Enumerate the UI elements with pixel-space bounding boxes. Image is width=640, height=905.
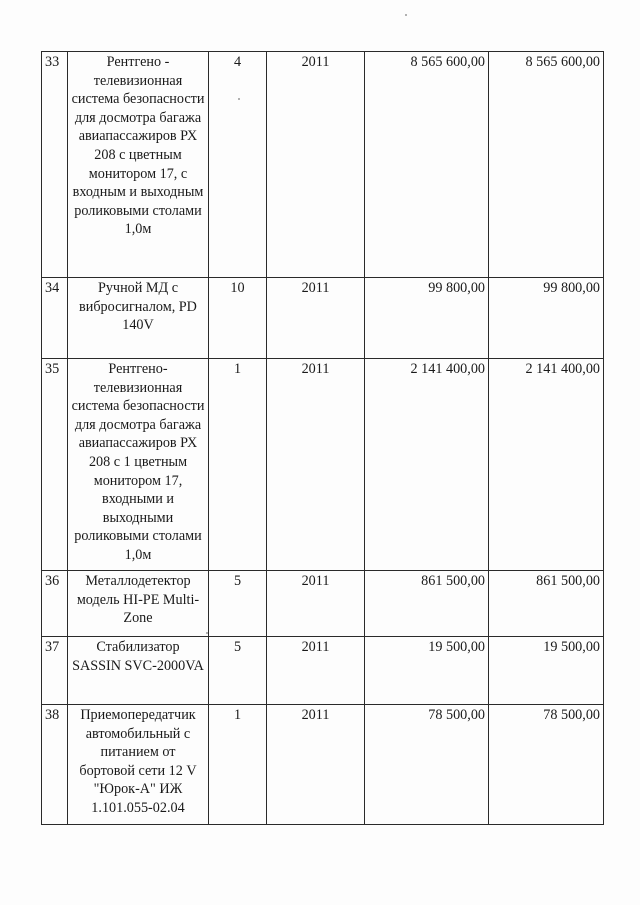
item-name: Рентгено - телевизионная система безопасности для досмотра багажа авиапассажиров РХ 208 с цветным монитором 17, с входным и выходным роликовыми столами 1,0м xyxy=(68,52,209,278)
item-price: 8 565 600,00 xyxy=(365,52,489,278)
table-row xyxy=(42,705,604,825)
table-row xyxy=(42,278,604,359)
item-total: 19 500,00 xyxy=(489,637,604,705)
item-year: 2011 xyxy=(267,278,365,359)
item-year: 2011 xyxy=(267,52,365,278)
item-quantity: 4 xyxy=(209,52,267,278)
item-total: 78 500,00 xyxy=(489,705,604,825)
table-row xyxy=(42,52,604,278)
item-quantity: 5 xyxy=(209,571,267,637)
item-year: 2011 xyxy=(267,359,365,571)
item-year: 2011 xyxy=(267,637,365,705)
item-price: 2 141 400,00 xyxy=(365,359,489,571)
table-row xyxy=(42,571,604,637)
item-price: 861 500,00 xyxy=(365,571,489,637)
item-total: 8 565 600,00 xyxy=(489,52,604,278)
row-number: 33 xyxy=(42,52,68,278)
item-quantity: 1 xyxy=(209,359,267,571)
item-year: 2011 xyxy=(267,705,365,825)
item-year: 2011 xyxy=(267,571,365,637)
item-quantity: 5 xyxy=(209,637,267,705)
table-row xyxy=(42,359,604,571)
item-price: 99 800,00 xyxy=(365,278,489,359)
item-name: Приемопередатчик автомобильный с питанием от бортовой сети 12 V "Юрок-А" ИЖ 1.101.055-02.04 xyxy=(68,705,209,825)
row-number: 34 xyxy=(42,278,68,359)
item-price: 19 500,00 xyxy=(365,637,489,705)
row-number: 35 xyxy=(42,359,68,571)
item-name: Ручной МД с вибросигналом, PD 140V xyxy=(68,278,209,359)
item-quantity: 1 xyxy=(209,705,267,825)
scan-speck xyxy=(405,14,407,16)
item-name: Металлодетектор модель HI-PE Multi-Zone xyxy=(68,571,209,637)
inventory-table xyxy=(41,51,604,825)
item-price: 78 500,00 xyxy=(365,705,489,825)
item-total: 2 141 400,00 xyxy=(489,359,604,571)
row-number: 36 xyxy=(42,571,68,637)
item-quantity: 10 xyxy=(209,278,267,359)
item-name: Рентгено- телевизионная система безопасности для досмотра багажа авиапассажиров РХ 208 с 1 цветным монитором 17, входными и выходными роликовыми столами 1,0м xyxy=(68,359,209,571)
item-name: Стабилизатор SASSIN SVC-2000VA xyxy=(68,637,209,705)
table-row xyxy=(42,637,604,705)
row-number: 38 xyxy=(42,705,68,825)
item-total: 99 800,00 xyxy=(489,278,604,359)
item-total: 861 500,00 xyxy=(489,571,604,637)
row-number: 37 xyxy=(42,637,68,705)
